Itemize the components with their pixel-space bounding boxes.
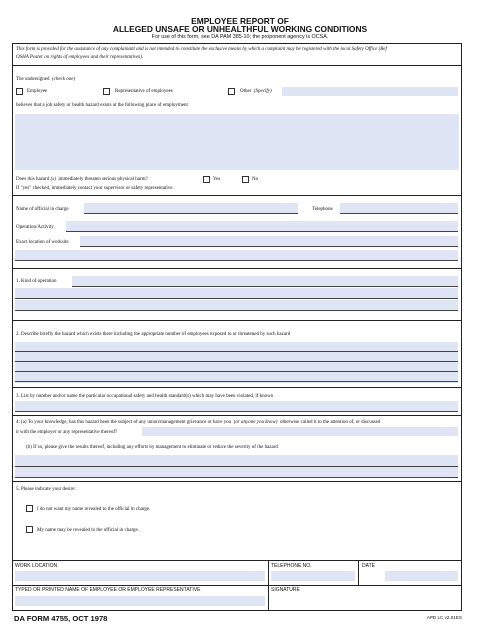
q2-field[interactable] — [15, 342, 458, 383]
believes-text: believes that a job safety or health hazard exists at the following place of employment — [16, 103, 188, 108]
field-underline — [15, 371, 458, 372]
date-field[interactable] — [385, 571, 458, 581]
official-name-field[interactable] — [84, 203, 298, 213]
intro-line1: This form is provided for the assistance of any complainant and is not intended to constitute the exclusive means by which a complaint may be registered with the local Safety Office (Ref — [16, 47, 387, 52]
q5-label: 5. Please indicate your desire: — [16, 487, 76, 492]
telephone-no-field[interactable] — [271, 571, 355, 581]
field-underline — [15, 411, 458, 412]
q5-option1-label: I do not want my name revealed to the official in charge. — [37, 507, 151, 512]
threat-note: If "yes" checked, immediately contact your supervisor or safety representative. — [16, 186, 174, 191]
place-of-employment-field[interactable] — [15, 114, 459, 170]
date-label: DATE — [362, 563, 375, 569]
field-underline — [72, 286, 458, 287]
operation-field[interactable] — [66, 221, 458, 231]
q4a-field[interactable] — [142, 427, 458, 436]
telephone-no-label: TELEPHONE NO. — [271, 563, 312, 569]
representative-option-label: Representative of employees — [115, 89, 173, 94]
q4b-question: (b) If so, please give the results thereof, including any efforts by management to eliminate or reduce the severity of the hazard — [26, 445, 278, 450]
field-underline — [84, 213, 298, 214]
divider — [12, 481, 462, 482]
typed-name-field[interactable] — [15, 596, 265, 606]
divider — [12, 268, 462, 269]
q4b-field-line2[interactable] — [15, 467, 458, 477]
form-subtitle: For use of this form, see DA PAM 385-10; the proponent agency is OCSA. — [151, 34, 329, 40]
other-option-label: Other (Specify) — [240, 89, 272, 94]
column-divider — [358, 560, 359, 585]
divider — [12, 65, 462, 66]
q4b-field[interactable] — [15, 455, 458, 466]
field-underline — [15, 361, 458, 362]
work-location-label: WORK LOCATION — [15, 563, 58, 569]
location-field[interactable] — [80, 236, 458, 246]
other-specify-field[interactable] — [282, 87, 458, 96]
form-title-line1: EMPLOYEE REPORT OF — [191, 16, 289, 26]
typed-name-label: TYPED OR PRINTED NAME OF EMPLOYEE OR EMPLOYEE REPRESENTATIVE — [15, 587, 201, 593]
field-underline — [15, 381, 458, 382]
form-version: APD LC v2.01ES — [426, 615, 462, 620]
form-title-line2: ALLEGED UNSAFE OR UNHEALTHFUL WORKING CONDITIONS — [112, 24, 368, 34]
location-field-line2[interactable] — [15, 250, 458, 260]
intro-line2: OSHA Poster on rights of employees and their representatives). — [16, 55, 144, 60]
telephone-label: Telephone — [312, 207, 333, 212]
employee-checkbox[interactable] — [16, 88, 23, 95]
field-underline — [15, 298, 458, 299]
threat-yes-label: Yes — [213, 177, 221, 182]
signature-label: SIGNATURE — [271, 587, 300, 593]
other-checkbox[interactable] — [228, 88, 235, 95]
operation-label: Operation/Activity — [16, 225, 54, 230]
undersigned-label: The undersigned (check one) — [16, 77, 76, 82]
employee-option-label: Employee — [27, 89, 48, 94]
q5-option1-checkbox[interactable] — [26, 505, 33, 512]
field-underline — [66, 231, 458, 232]
q1-field-line3[interactable] — [15, 300, 458, 310]
divider — [12, 195, 462, 196]
divider — [12, 415, 462, 416]
q1-field-line2[interactable] — [15, 288, 458, 298]
q4a-question-cont: it with the employer or any representative thereof? — [16, 430, 118, 435]
form-number: DA FORM 4755, OCT 1978 — [14, 614, 108, 623]
divider — [12, 560, 462, 561]
threat-question: Does this hazard (s) immediately threaten serious physical harm? — [16, 177, 148, 182]
representative-checkbox[interactable] — [103, 88, 110, 95]
divider — [12, 387, 462, 388]
threat-no-checkbox[interactable] — [242, 176, 249, 183]
q4a-question: 4. (a) To your knowledge, has this hazard been the subject of any union/management grievance or have you (or anyone you know) otherwise called it to the attention of, or discussed — [16, 420, 381, 425]
threat-no-label: No — [252, 177, 259, 182]
field-underline — [15, 260, 458, 261]
field-underline — [15, 477, 458, 478]
field-underline — [340, 213, 458, 214]
q1-label: 1. Kind of operation — [16, 279, 57, 284]
official-name-label: Name of official in charge — [16, 207, 69, 212]
q2-label: 2. Describe briefly the hazard which exists there including the appropriate number of employees exposed to or threatened by such hazard — [16, 332, 291, 337]
field-underline — [15, 310, 458, 311]
q3-field[interactable] — [15, 401, 458, 411]
divider — [12, 585, 462, 586]
threat-yes-checkbox[interactable] — [203, 176, 210, 183]
work-location-field[interactable] — [15, 571, 265, 581]
divider — [12, 320, 462, 321]
field-underline — [15, 351, 458, 352]
q1-field[interactable] — [72, 276, 458, 286]
telephone-field[interactable] — [340, 203, 458, 213]
q5-option2-label: My name may be revealed to the official in charge. — [37, 528, 139, 533]
q3-label: 3. List by number and/or name the particular occupational safety and health standard(s) which may have been violated, if known — [16, 394, 274, 399]
location-label: Exact location of worksite — [16, 240, 69, 245]
q5-option2-checkbox[interactable] — [26, 526, 33, 533]
field-underline — [80, 246, 458, 247]
